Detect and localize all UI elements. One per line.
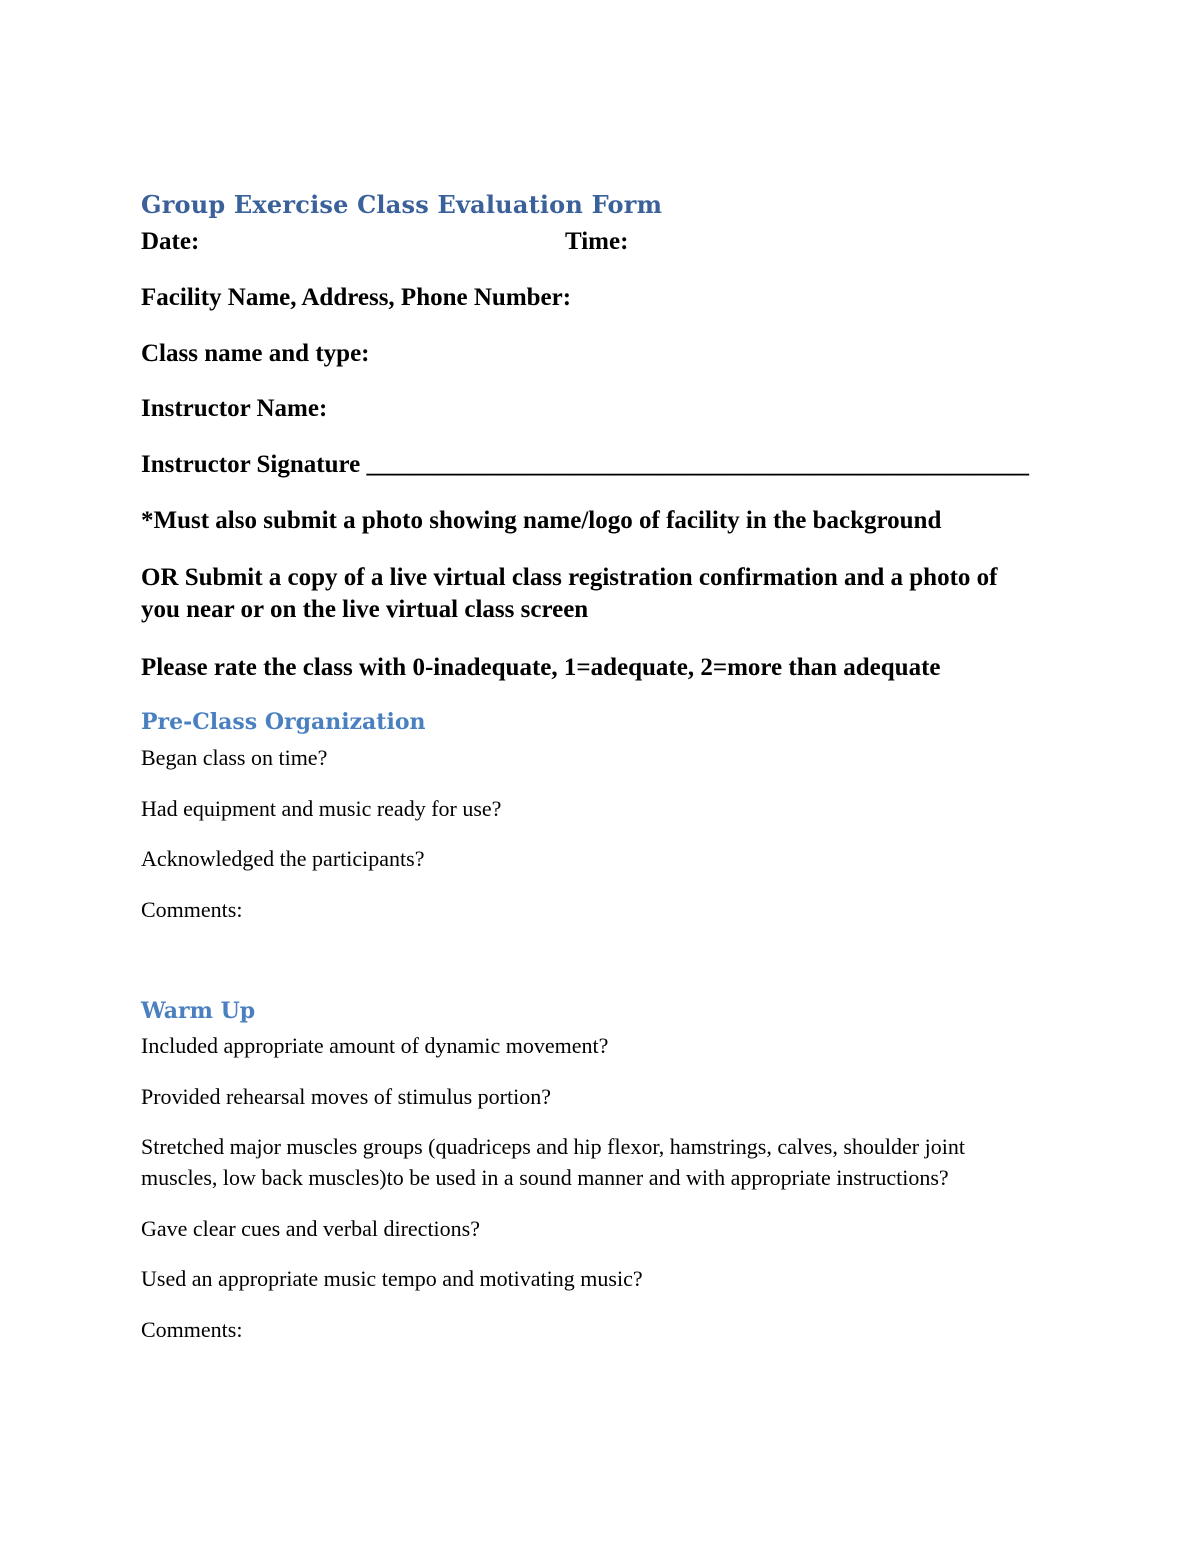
question-item: Provided rehearsal moves of stimulus portion? [141,1084,551,1109]
date-label: Date: [141,228,200,255]
time-label: Time: [565,228,629,255]
question-item: Began class on time? [141,745,328,770]
question-item: Acknowledged the participants? [141,846,425,871]
question-item: Used an appropriate music tempo and motivating music? [141,1266,643,1291]
photo-requirement-note: *Must also submit a photo showing name/logo of facility in the background [141,507,942,534]
question-item: Gave clear cues and verbal directions? [141,1216,480,1241]
question-item: Included appropriate amount of dynamic movement? [141,1033,609,1058]
comments-label: Comments: [141,1317,243,1342]
form-title: Group Exercise Class Evaluation Form [141,190,663,219]
virtual-class-note: OR Submit a copy of a live virtual class registration confirmation and a photo of you near or on the live virtual class screen [141,564,998,623]
section-heading-pre-class: Pre-Class Organization [141,709,426,735]
section-heading-warm-up: Warm Up [141,998,256,1024]
instructor-signature-line: Instructor Signature _____________________________________________________ [141,451,1029,478]
class-label: Class name and type: [141,340,370,367]
instructor-name-label: Instructor Name: [141,395,328,422]
rating-instructions: Please rate the class with 0-inadequate, 1=adequate, 2=more than adequate [141,654,941,681]
facility-label: Facility Name, Address, Phone Number: [141,284,572,311]
comments-label: Comments: [141,897,243,922]
question-item: Had equipment and music ready for use? [141,796,502,821]
question-item: Stretched major muscles groups (quadriceps and hip flexor, hamstrings, calves, shoulder joint muscles, low back muscles)to be used in a sound manner and with appropriate instructions? [141,1134,965,1190]
